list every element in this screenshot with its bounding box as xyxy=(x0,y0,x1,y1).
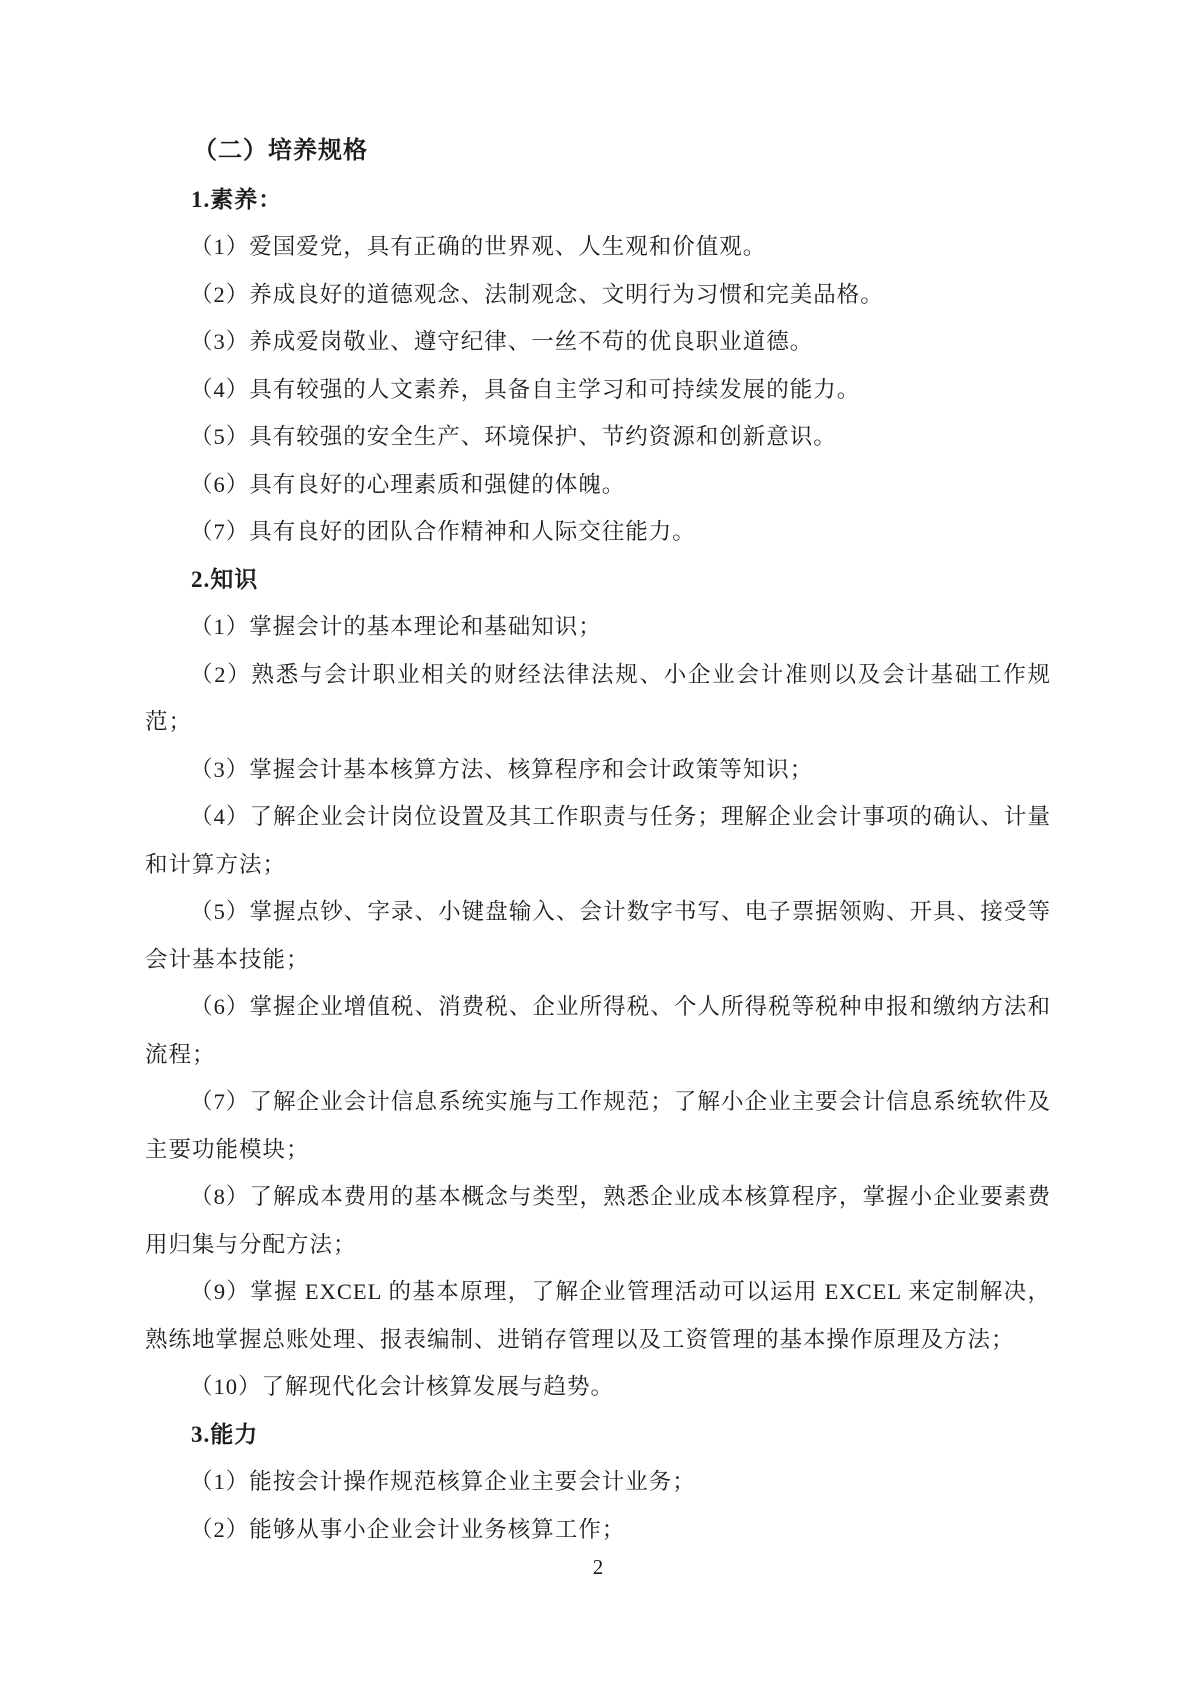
page-footer xyxy=(145,1552,1051,1582)
paragraph: （2）能够从事小企业会计业务核算工作； xyxy=(190,1516,626,1542)
paragraph: （1）掌握会计的基本理论和基础知识； xyxy=(190,614,602,639)
paragraph: （4）了解企业会计岗位设置及其工作职责与任务；理解企业会计事项的确认、计量和计算方法； xyxy=(145,804,1051,877)
subheading: 1.素养： xyxy=(191,186,283,212)
paragraph: （5）具有较强的安全生产、环境保护、节约资源和创新意识。 xyxy=(190,424,837,449)
document-body xyxy=(145,128,1051,1553)
subheading: 3.能力 xyxy=(191,1421,259,1447)
paragraph: （6）掌握企业增值税、消费税、企业所得税、个人所得税等税种申报和缴纳方法和流程； xyxy=(145,994,1051,1067)
page-number: 2 xyxy=(592,1555,604,1579)
paragraph: （10）了解现代化会计核算发展与趋势。 xyxy=(190,1374,615,1399)
heading: （二）培养规格 xyxy=(193,138,368,164)
subheading: 2.知识 xyxy=(191,566,259,592)
paragraph: （2）熟悉与会计职业相关的财经法律法规、小企业会计准则以及会计基础工作规范； xyxy=(145,661,1051,734)
paragraph: （5）掌握点钞、字录、小键盘输入、会计数字书写、电子票据领购、开具、接受等会计基本技能； xyxy=(145,899,1051,972)
paragraph: （3）养成爱岗敬业、遵守纪律、一丝不苟的优良职业道德。 xyxy=(190,329,814,354)
paragraph: （1）能按会计操作规范核算企业主要会计业务； xyxy=(190,1469,696,1494)
paragraph: （8）了解成本费用的基本概念与类型，熟悉企业成本核算程序，掌握小企业要素费用归集与分配方法； xyxy=(145,1184,1051,1257)
paragraph: （3）掌握会计基本核算方法、核算程序和会计政策等知识； xyxy=(190,756,814,782)
paragraph: （2）养成良好的道德观念、法制观念、文明行为习惯和完美品格。 xyxy=(190,281,884,307)
paragraph: （7）具有良好的团队合作精神和人际交往能力。 xyxy=(190,519,696,544)
paragraph: （9）掌握 EXCEL 的基本原理，了解企业管理活动可以运用 EXCEL 来定制解决，熟练地掌握总账处理、报表编制、进销存管理以及工资管理的基本操作原理及方法； xyxy=(145,1279,1051,1352)
paragraph: （7）了解企业会计信息系统实施与工作规范；了解小企业主要会计信息系统软件及主要功能模块； xyxy=(145,1089,1051,1162)
paragraph: （1）爱国爱党，具有正确的世界观、人生观和价值观。 xyxy=(190,234,767,259)
paragraph: （4）具有较强的人文素养，具备自主学习和可持续发展的能力。 xyxy=(190,376,861,402)
paragraph: （6）具有良好的心理素质和强健的体魄。 xyxy=(190,471,626,497)
